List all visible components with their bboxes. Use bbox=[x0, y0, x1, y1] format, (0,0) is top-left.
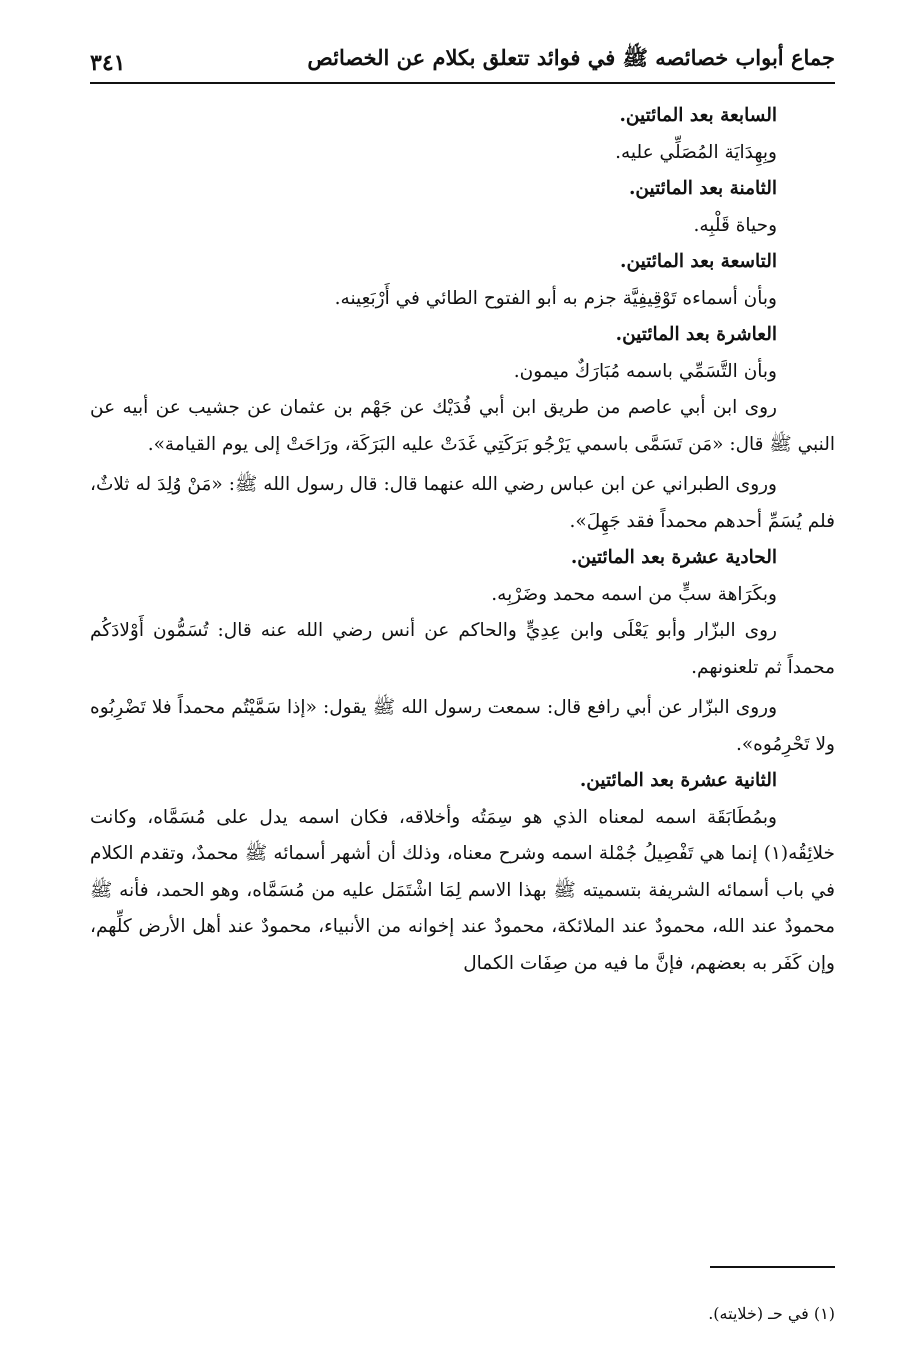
document-page bbox=[90, 44, 835, 1344]
text-line: وبِهِدَايَة المُصَلِّي عليه. bbox=[615, 141, 777, 163]
section-heading: التاسعة بعد المائتين. bbox=[620, 251, 777, 272]
body-text bbox=[90, 98, 835, 982]
text-line: وبأن التَّسَمِّي باسمه مُبَارَكٌ ميمون. bbox=[513, 360, 777, 382]
text-line: وبكَرَاهة سبٍّ من اسمه محمد وضَرْبِه. bbox=[491, 583, 777, 605]
paragraph: روى ابن أبي عاصم من طريق ابن أبي فُدَيْك عن جَهْم بن عثمان عن جشيب عن أبيه عن النبي ﷺ قال: «مَن تَسَمَّى باسمي يَرْجُو بَرَكَتِي غَدَتْ عليه البَرَكَة، ورَاحَتْ إلى يوم القيامة». bbox=[90, 397, 835, 455]
running-header bbox=[90, 44, 835, 84]
section-heading: الحادية عشرة بعد المائتين. bbox=[570, 547, 777, 568]
header-title: جماع أبواب خصائصه ﷺ في فوائد تتعلق بكلام عن الخصائص bbox=[307, 45, 835, 70]
text-line: وحياة قَلْبِه. bbox=[693, 214, 777, 236]
text-line: وبأن أسماءه تَوْقِيفِيَّة جزم به أبو الفتوح الطائي في أَرْبَعِينه. bbox=[334, 287, 777, 309]
footnote: (١) في حـ (خلايته). bbox=[708, 1304, 835, 1323]
section-heading: السابعة بعد المائتين. bbox=[619, 105, 777, 126]
section-heading: الثانية عشرة بعد المائتين. bbox=[579, 770, 777, 791]
page-number: ٣٤١ bbox=[90, 50, 126, 76]
paragraph: وروى الطبراني عن ابن عباس رضي الله عنهما قال: قال رسول الله ﷺ: «مَنْ وُلِدَ له ثلاثٌ، فلم يُسَمِّ أحدهم محمداً فقد جَهِلَ». bbox=[90, 474, 835, 532]
section-heading: الثامنة بعد المائتين. bbox=[628, 178, 777, 199]
paragraph: وروى البزّار عن أبي رافع قال: سمعت رسول الله ﷺ يقول: «إذا سَمَّيْتُم محمداً فلا تَضْرِبُوه ولا تَحْرِمُوه». bbox=[90, 697, 835, 755]
section-heading: العاشرة بعد المائتين. bbox=[615, 324, 777, 345]
paragraph: وبمُطَابَقَة اسمه لمعناه الذي هو سِمَتُه وأخلاقه، فكان اسمه يدل على مُسَمَّاه، وكانت خلائِقُه(١) إنما هي تَفْصِيلُ جُمْلة اسمه وشرح معناه، وذلك أن أشهر أسمائه ﷺ محمدٌ، وتقدم الكلام في باب أسمائه الشريفة بتسميته ﷺ بهذا الاسم لِمَا اشْتَمَل عليه من مُسَمَّاه، وهو الحمد، فأنه ﷺ محمودٌ عند الله، محمودٌ عند الملائكة، محمودٌ عند إخوانه من الأنبياء، محمودٌ عند أهل الأرض كلِّهم، وإن كَفَر به بعضهم، فإنَّ ما فيه من صِفَات الكمال bbox=[90, 806, 835, 974]
paragraph: روى البزّار وأبو يَعْلَى وابن عِدِيٍّ والحاكم عن أنس رضي الله عنه قال: تُسَمُّون أَوْلادَكُم محمداً ثم تلعنونهم. bbox=[90, 620, 835, 678]
footnote-divider bbox=[710, 1266, 835, 1268]
